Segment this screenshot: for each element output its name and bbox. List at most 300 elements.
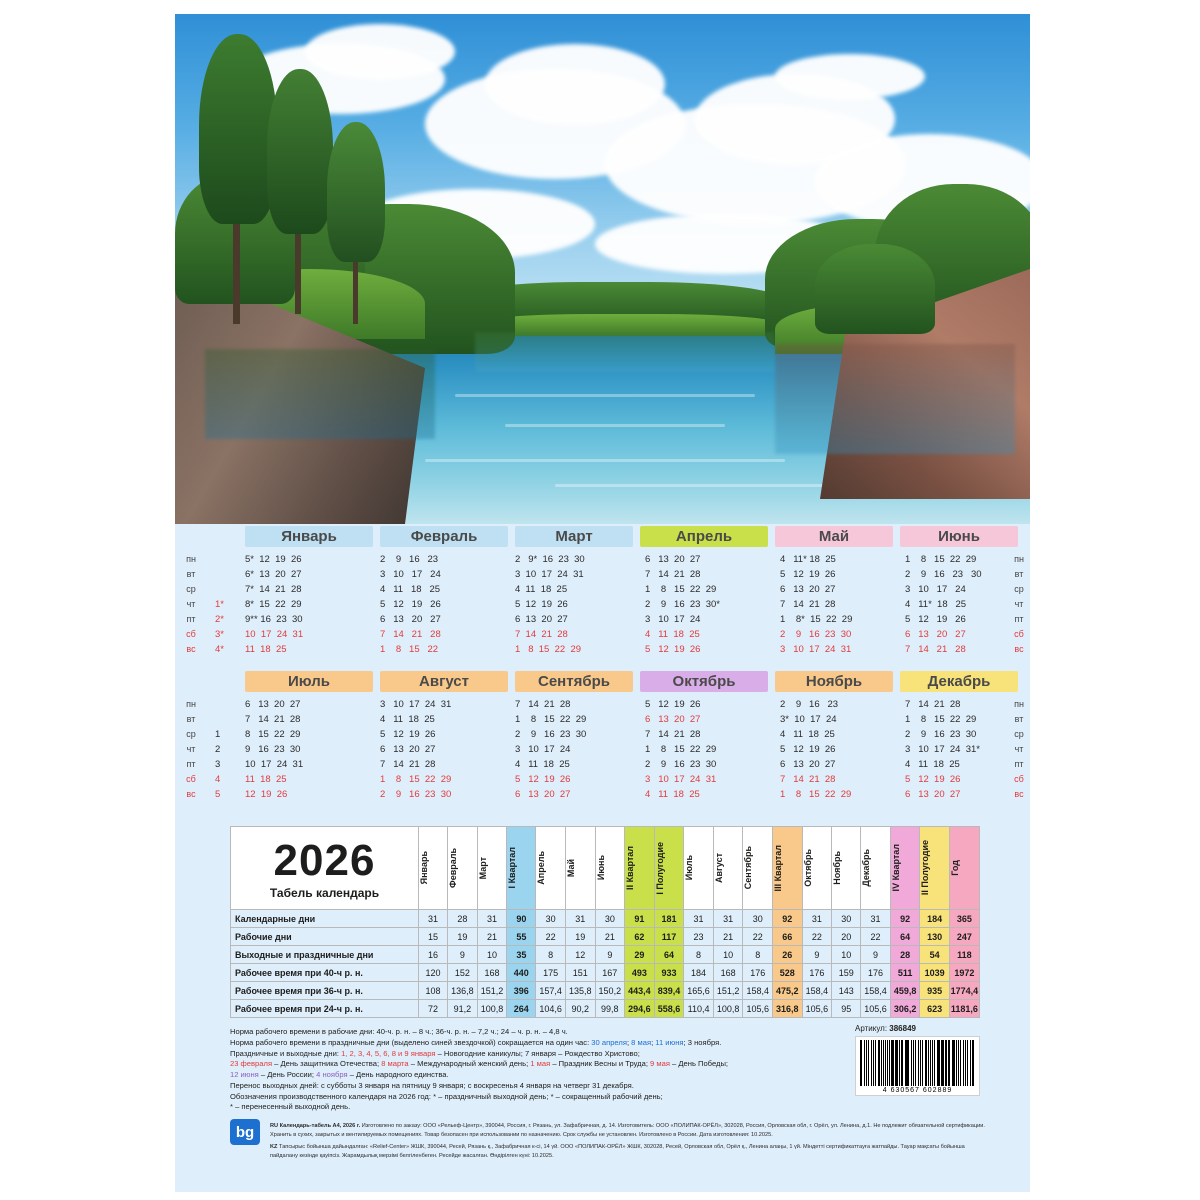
day-cell: 2 9 16 23 30* bbox=[645, 599, 720, 610]
table-row bbox=[231, 910, 980, 928]
day-cell: 2* bbox=[215, 614, 224, 625]
table-cell: 8 bbox=[743, 946, 773, 964]
column-header-label: I Квартал bbox=[507, 847, 518, 889]
summary-table bbox=[230, 826, 980, 1018]
table-cell: 31 bbox=[802, 910, 832, 928]
weekday-label: вс bbox=[186, 644, 196, 654]
column-header bbox=[684, 827, 714, 910]
work-time-table bbox=[230, 826, 980, 1018]
brand-logo: bg bbox=[230, 1119, 260, 1145]
weekday-label: пт bbox=[186, 614, 196, 624]
day-cell: 4 bbox=[215, 774, 221, 785]
day-cell: 7 14 21 28 bbox=[780, 599, 836, 610]
footnotes bbox=[230, 1027, 850, 1113]
table-cell: 159 bbox=[832, 964, 861, 982]
day-cell: 6 13 20 27 bbox=[645, 714, 701, 725]
cloud bbox=[485, 44, 665, 124]
day-cell: 6 13 20 27 bbox=[380, 744, 436, 755]
cloud bbox=[305, 24, 455, 79]
table-cell: 29 bbox=[625, 946, 655, 964]
table-cell: 264 bbox=[507, 1000, 536, 1018]
legal-ru-tag: RU bbox=[270, 1123, 279, 1129]
month-header: Январь bbox=[245, 526, 373, 547]
table-cell: 30 bbox=[536, 910, 566, 928]
day-cell: 5 12 19 26 bbox=[780, 744, 836, 755]
day-cell: 5 12 19 26 bbox=[515, 599, 568, 610]
table-cell: 91,2 bbox=[448, 1000, 478, 1018]
day-cell: 11 18 25 bbox=[245, 774, 287, 785]
day-cell: 2 9 16 23 30 bbox=[380, 789, 452, 800]
day-cell: 7 14 21 28 bbox=[245, 714, 301, 725]
note-line: Праздничные и выходные дни: 1, 2, 3, 4, 5, 6, 8 и 9 января – Новогодние каникулы; 7 января – Рождество Христово; bbox=[230, 1048, 640, 1058]
table-cell: 158,4 bbox=[743, 982, 773, 1000]
table-cell: 15 bbox=[419, 928, 448, 946]
day-cell: 7* 14 21 28 bbox=[245, 584, 302, 595]
table-cell: 9 bbox=[448, 946, 478, 964]
table-cell: 176 bbox=[861, 964, 891, 982]
column-header bbox=[920, 827, 949, 910]
table-cell: 22 bbox=[536, 928, 566, 946]
day-cell: 2 9 16 23 30 bbox=[780, 629, 852, 640]
day-cell: 5* 12 19 26 bbox=[245, 554, 302, 565]
day-cell: 9 16 23 30 bbox=[245, 744, 301, 755]
day-cell: 2 9 16 23 30 bbox=[515, 729, 587, 740]
note-line: Норма рабочего времени в праздничные дни (выделено синей звездочкой) сокращается на один час: 30 апреля; 8 мая; 11 июня; 3 ноября. bbox=[230, 1037, 722, 1047]
table-cell: 443,4 bbox=[625, 982, 655, 1000]
day-cell: 5 12 19 26 bbox=[780, 569, 836, 580]
table-cell: 31 bbox=[713, 910, 743, 928]
column-header-label: Апрель bbox=[536, 851, 547, 885]
column-header-label: Год bbox=[949, 860, 960, 876]
month-header: Март bbox=[515, 526, 633, 547]
table-cell: 459,8 bbox=[890, 982, 920, 1000]
day-cell: 5 12 19 26 bbox=[515, 774, 571, 785]
day-cell: 8 15 22 29 bbox=[245, 729, 301, 740]
table-cell: 1774,4 bbox=[949, 982, 979, 1000]
column-header-label: Октябрь bbox=[802, 849, 813, 887]
column-header-label: III Квартал bbox=[773, 844, 783, 892]
table-cell: 1972 bbox=[949, 964, 979, 982]
day-cell: 6 13 20 27 bbox=[645, 554, 701, 565]
note-line: Норма рабочего времени в рабочие дни: 40-ч. р. н. – 8 ч.; 36-ч. р. н. – 7,2 ч.; 24 – ч. р. н. – 4,8 ч. bbox=[230, 1027, 568, 1036]
day-cell: 1* bbox=[215, 599, 224, 610]
weekday-label: пн bbox=[186, 699, 196, 709]
table-cell: 365 bbox=[949, 910, 979, 928]
column-header bbox=[713, 827, 743, 910]
table-cell: 933 bbox=[654, 964, 684, 982]
column-header-label: Январь bbox=[419, 851, 429, 885]
table-row bbox=[231, 1000, 980, 1018]
day-cell: 6 13 20 27 bbox=[515, 614, 568, 625]
table-cell: 306,2 bbox=[890, 1000, 920, 1018]
table-cell: 62 bbox=[625, 928, 655, 946]
day-cell: 3 10 17 24 bbox=[645, 614, 701, 625]
day-cell: 4* bbox=[215, 644, 224, 655]
table-cell: 23 bbox=[684, 928, 714, 946]
row-label: Рабочие дни bbox=[231, 928, 419, 946]
weekday-label: пт bbox=[1014, 614, 1024, 624]
table-cell: 839,4 bbox=[654, 982, 684, 1000]
table-cell: 31 bbox=[684, 910, 714, 928]
table-cell: 10 bbox=[477, 946, 507, 964]
day-cell: 10 17 24 31 bbox=[245, 759, 304, 770]
column-header bbox=[595, 827, 625, 910]
table-cell: 151 bbox=[565, 964, 595, 982]
cloud bbox=[775, 54, 925, 99]
weekday-label: чт bbox=[186, 744, 196, 754]
forest-right bbox=[815, 244, 935, 334]
table-cell: 176 bbox=[802, 964, 832, 982]
legal-kz-tag: KZ bbox=[270, 1144, 278, 1151]
column-header-label: I Полугодие bbox=[654, 841, 665, 895]
barcode-bars bbox=[860, 1040, 975, 1086]
month-header: Май bbox=[775, 526, 893, 547]
day-cell: 7 14 21 28 bbox=[645, 729, 701, 740]
table-cell: 175 bbox=[536, 964, 566, 982]
day-cell: 2 9 16 23 bbox=[380, 554, 439, 565]
table-cell: 8 bbox=[536, 946, 566, 964]
month-header: Июль bbox=[245, 671, 373, 692]
pine-crown bbox=[199, 34, 277, 224]
day-cell: 2 9* 16 23 30 bbox=[515, 554, 585, 565]
note-line: Обозначения производственного календаря на 2026 год: * – праздничный выходной день; * – сокращенный рабочий день; bbox=[230, 1091, 663, 1101]
table-cell: 30 bbox=[595, 910, 625, 928]
table-cell: 511 bbox=[890, 964, 920, 982]
weekday-label: вт bbox=[1014, 569, 1024, 579]
day-cell: 5 bbox=[215, 789, 221, 800]
months-second-half bbox=[175, 671, 1030, 800]
day-cell: 4 11 18 25 bbox=[380, 714, 435, 725]
table-cell: 22 bbox=[802, 928, 832, 946]
day-cell: 6 13 20 27 bbox=[515, 789, 571, 800]
table-cell: 105,6 bbox=[861, 1000, 891, 1018]
table-cell: 19 bbox=[448, 928, 478, 946]
day-cell: 1 8 15 22 29 bbox=[905, 554, 977, 565]
column-header bbox=[448, 827, 478, 910]
weekday-label: сб bbox=[1014, 774, 1024, 784]
table-cell: 28 bbox=[448, 910, 478, 928]
table-cell: 316,8 bbox=[773, 1000, 803, 1018]
day-cell: 5 12 19 26 bbox=[645, 644, 701, 655]
column-header bbox=[949, 827, 979, 910]
weekday-label: пн bbox=[1014, 554, 1024, 564]
article-label: Артикул: bbox=[855, 1024, 888, 1033]
table-cell: 31 bbox=[477, 910, 507, 928]
table-cell: 22 bbox=[861, 928, 891, 946]
table-cell: 167 bbox=[595, 964, 625, 982]
day-cell: 2 9 16 23 30 bbox=[645, 759, 717, 770]
table-cell: 9 bbox=[861, 946, 891, 964]
column-header bbox=[861, 827, 891, 910]
table-cell: 165,6 bbox=[684, 982, 714, 1000]
month-header: Апрель bbox=[640, 526, 768, 547]
day-cell: 6 13 20 27 bbox=[780, 584, 836, 595]
weekday-label: вс bbox=[1014, 789, 1024, 799]
table-cell: 31 bbox=[861, 910, 891, 928]
table-cell: 30 bbox=[743, 910, 773, 928]
day-cell: 2 bbox=[215, 744, 221, 755]
barcode-box bbox=[855, 1036, 980, 1096]
barcode-block bbox=[855, 1024, 980, 1096]
note-line: Перенос выходных дней: с субботы 3 января на пятницу 9 января; с воскресенья 4 января на четверг 31 декабря. bbox=[230, 1080, 634, 1090]
weekday-label: вт bbox=[186, 714, 196, 724]
day-cell: 5 12 19 26 bbox=[645, 699, 701, 710]
day-cell: 3 10 17 24 31 bbox=[515, 569, 584, 580]
water-highlight bbox=[505, 424, 725, 427]
day-cell: 3 bbox=[215, 759, 221, 770]
table-cell: 21 bbox=[477, 928, 507, 946]
day-cell: 6 13 20 27 bbox=[780, 759, 836, 770]
month-header: Декабрь bbox=[900, 671, 1018, 692]
table-row bbox=[231, 928, 980, 946]
row-label: Выходные и праздничные дни bbox=[231, 946, 419, 964]
table-row bbox=[231, 982, 980, 1000]
table-cell: 64 bbox=[890, 928, 920, 946]
day-cell: 7 14 21 28 bbox=[380, 759, 436, 770]
table-cell: 22 bbox=[743, 928, 773, 946]
day-cell: 4 11 18 25 bbox=[515, 759, 570, 770]
column-header bbox=[832, 827, 861, 910]
table-cell: 143 bbox=[832, 982, 861, 1000]
day-cell: 4 11* 18 25 bbox=[780, 554, 836, 565]
day-cell: 6* 13 20 27 bbox=[245, 569, 302, 580]
legal-kz bbox=[270, 1143, 990, 1160]
weekday-label: пн bbox=[186, 554, 196, 564]
table-cell: 54 bbox=[920, 946, 949, 964]
pine-crown bbox=[267, 69, 333, 234]
day-cell: 2 9 16 23 30 bbox=[905, 569, 982, 580]
table-cell: 21 bbox=[595, 928, 625, 946]
table-cell: 9 bbox=[595, 946, 625, 964]
table-cell: 72 bbox=[419, 1000, 448, 1018]
table-cell: 10 bbox=[713, 946, 743, 964]
day-cell: 3* bbox=[215, 629, 224, 640]
column-header bbox=[507, 827, 536, 910]
table-cell: 1181,6 bbox=[949, 1000, 979, 1018]
row-label: Рабочее время при 36-ч р. н. bbox=[231, 982, 419, 1000]
day-cell: 4 11 18 25 bbox=[780, 729, 835, 740]
table-cell: 117 bbox=[654, 928, 684, 946]
weekday-label: пн bbox=[1014, 699, 1024, 709]
column-header bbox=[773, 827, 803, 910]
day-cell: 6 13 20 27 bbox=[380, 614, 441, 625]
table-cell: 158,4 bbox=[861, 982, 891, 1000]
table-cell: 95 bbox=[832, 1000, 861, 1018]
legal-ru bbox=[270, 1122, 990, 1139]
reflection bbox=[775, 344, 1015, 454]
table-cell: 20 bbox=[832, 928, 861, 946]
column-header-label: Февраль bbox=[448, 848, 459, 888]
day-cell: 1 bbox=[215, 729, 221, 740]
day-cell: 4 11 18 25 bbox=[380, 584, 441, 595]
day-cell: 3 10 17 24 31 bbox=[780, 644, 852, 655]
table-cell: 12 bbox=[565, 946, 595, 964]
column-header-label: Май bbox=[565, 858, 576, 878]
column-header bbox=[419, 827, 448, 910]
table-cell: 35 bbox=[507, 946, 536, 964]
table-cell: 92 bbox=[890, 910, 920, 928]
day-cell: 2 9 16 23 bbox=[780, 699, 839, 710]
day-cell: 12 19 26 bbox=[245, 789, 288, 800]
table-cell: 110,4 bbox=[684, 1000, 714, 1018]
month-header: Сентябрь bbox=[515, 671, 633, 692]
day-cell: 7 14 21 28 bbox=[380, 629, 441, 640]
weekday-label: вт bbox=[186, 569, 196, 579]
table-cell: 16 bbox=[419, 946, 448, 964]
table-cell: 64 bbox=[654, 946, 684, 964]
note-line: 12 июня – День России; 4 ноября – День народного единства. bbox=[230, 1070, 449, 1080]
table-cell: 130 bbox=[920, 928, 949, 946]
column-header-label: Сентябрь bbox=[743, 846, 754, 890]
table-cell: 247 bbox=[949, 928, 979, 946]
table-cell: 100,8 bbox=[713, 1000, 743, 1018]
table-cell: 31 bbox=[419, 910, 448, 928]
table-cell: 168 bbox=[713, 964, 743, 982]
table-cell: 108 bbox=[419, 982, 448, 1000]
day-cell: 7 14 21 28 bbox=[905, 699, 961, 710]
table-cell: 184 bbox=[684, 964, 714, 982]
day-cell: 7 14 21 28 bbox=[780, 774, 836, 785]
months-first-half bbox=[175, 526, 1030, 655]
day-cell: 3 10 17 24 31 bbox=[645, 774, 717, 785]
table-cell: 90 bbox=[507, 910, 536, 928]
table-cell: 475,2 bbox=[773, 982, 803, 1000]
day-cell: 3 10 17 24 bbox=[905, 584, 966, 595]
day-cell: 6 13 20 27 bbox=[905, 789, 961, 800]
table-cell: 440 bbox=[507, 964, 536, 982]
month-grid bbox=[175, 526, 1030, 800]
table-cell: 136,8 bbox=[448, 982, 478, 1000]
weekday-label: чт bbox=[1014, 744, 1024, 754]
day-cell: 7 14 21 28 bbox=[515, 699, 571, 710]
day-cell: 9** 16 23 30 bbox=[245, 614, 303, 625]
column-header bbox=[536, 827, 566, 910]
calendar-poster bbox=[175, 14, 1030, 1192]
table-cell: 31 bbox=[565, 910, 595, 928]
day-cell: 1 8 15 22 29 bbox=[645, 744, 717, 755]
column-header-label: II Полугодие bbox=[920, 840, 931, 896]
article-line bbox=[855, 1024, 980, 1033]
table-cell: 1039 bbox=[920, 964, 949, 982]
column-header bbox=[743, 827, 773, 910]
legal-ru-bold: Календарь-табель А4, 2026 г. bbox=[279, 1123, 361, 1129]
table-cell: 105,6 bbox=[802, 1000, 832, 1018]
note-line: * – перенесенный выходной день. bbox=[230, 1102, 351, 1112]
day-cell: 3 10 17 24 31 bbox=[380, 699, 452, 710]
weekday-label: сб bbox=[186, 774, 196, 784]
column-header-label: Июнь bbox=[595, 855, 606, 881]
day-cell: 6 13 20 27 bbox=[905, 629, 966, 640]
day-cell: 3 10 17 24 31* bbox=[905, 744, 981, 755]
column-header-label: Ноябрь bbox=[832, 851, 843, 885]
row-label: Календарные дни bbox=[231, 910, 419, 928]
day-cell: 5 12 19 26 bbox=[905, 774, 961, 785]
day-cell: 1 8 15 22 29 bbox=[905, 714, 977, 725]
table-cell: 9 bbox=[802, 946, 832, 964]
water-highlight bbox=[455, 394, 755, 397]
water-highlight bbox=[425, 459, 785, 462]
table-cell: 118 bbox=[949, 946, 979, 964]
reflection bbox=[475, 332, 775, 372]
column-header bbox=[802, 827, 832, 910]
day-cell: 4 11 18 25 bbox=[645, 789, 700, 800]
month-header: Июнь bbox=[900, 526, 1018, 547]
legal-ru-body: Изготовлено по заказу: ООО «Рельеф-Центр», 390044, Россия, г. Рязань, ул. Зафабричная, д. 14. Изготовитель: ООО «ПОЛИПАК-ОРЁЛ», 302028, Россия, Орловская обл, г. Орёл, ул. Ленина, д.1. Не подлежит обязательной сертификации. Хранить в сухих, закрытых и вентилируемых помещениях. Товар безопасен при использовании по назначению. Срок службы не установлен. Изготовлено в России. Дата изготовления: 10.2025. bbox=[270, 1123, 985, 1138]
year-subtitle: Табель календарь bbox=[269, 886, 380, 900]
reflection bbox=[205, 349, 435, 439]
table-cell: 8 bbox=[684, 946, 714, 964]
weekday-label: вс bbox=[1014, 644, 1024, 654]
year-block bbox=[231, 827, 419, 910]
table-cell: 181 bbox=[654, 910, 684, 928]
table-cell: 150,2 bbox=[595, 982, 625, 1000]
column-header bbox=[477, 827, 507, 910]
table-cell: 99,8 bbox=[595, 1000, 625, 1018]
table-cell: 396 bbox=[507, 982, 536, 1000]
table-cell: 151,2 bbox=[713, 982, 743, 1000]
table-cell: 26 bbox=[773, 946, 803, 964]
month-header: Октябрь bbox=[640, 671, 768, 692]
day-cell: 5 12 19 26 bbox=[905, 614, 966, 625]
table-cell: 104,6 bbox=[536, 1000, 566, 1018]
row-label: Рабочее время при 40-ч р. н. bbox=[231, 964, 419, 982]
table-cell: 168 bbox=[477, 964, 507, 982]
table-cell: 92 bbox=[773, 910, 803, 928]
table-cell: 55 bbox=[507, 928, 536, 946]
weekday-label: чт bbox=[1014, 599, 1024, 609]
weekday-label: вс bbox=[186, 789, 196, 799]
table-cell: 91 bbox=[625, 910, 655, 928]
day-cell: 1 8* 15 22 29 bbox=[780, 614, 853, 625]
day-cell: 4 11 18 25 bbox=[905, 759, 960, 770]
table-cell: 135,8 bbox=[565, 982, 595, 1000]
table-cell: 935 bbox=[920, 982, 949, 1000]
legal-text bbox=[270, 1122, 990, 1161]
day-cell: 1 8 15 22 29 bbox=[780, 789, 852, 800]
table-cell: 294,6 bbox=[625, 1000, 655, 1018]
column-header bbox=[890, 827, 920, 910]
table-cell: 152 bbox=[448, 964, 478, 982]
day-cell: 6 13 20 27 bbox=[245, 699, 301, 710]
day-cell: 1 8 15 22 29 bbox=[515, 644, 582, 655]
weekday-label: пт bbox=[186, 759, 196, 769]
table-cell: 19 bbox=[565, 928, 595, 946]
table-cell: 120 bbox=[419, 964, 448, 982]
table-cell: 493 bbox=[625, 964, 655, 982]
table-cell: 184 bbox=[920, 910, 949, 928]
water-highlight bbox=[555, 484, 835, 487]
table-cell: 90,2 bbox=[565, 1000, 595, 1018]
row-label: Рабочее время при 24-ч р. н. bbox=[231, 1000, 419, 1018]
day-cell: 5 12 19 26 bbox=[380, 729, 436, 740]
month-header: Ноябрь bbox=[775, 671, 893, 692]
table-cell: 623 bbox=[920, 1000, 949, 1018]
table-cell: 10 bbox=[832, 946, 861, 964]
day-cell: 1 8 15 22 29 bbox=[645, 584, 717, 595]
table-cell: 30 bbox=[832, 910, 861, 928]
column-header bbox=[654, 827, 684, 910]
weekday-label: сб bbox=[1014, 629, 1024, 639]
year-value: 2026 bbox=[273, 836, 376, 885]
table-cell: 157,4 bbox=[536, 982, 566, 1000]
weekday-label: пт bbox=[1014, 759, 1024, 769]
column-header bbox=[565, 827, 595, 910]
day-cell: 1 8 15 22 29 bbox=[515, 714, 587, 725]
day-cell: 5 12 19 26 bbox=[380, 599, 441, 610]
weekday-label: сб bbox=[186, 629, 196, 639]
table-cell: 151,2 bbox=[477, 982, 507, 1000]
day-cell: 4 11 18 25 bbox=[515, 584, 568, 595]
